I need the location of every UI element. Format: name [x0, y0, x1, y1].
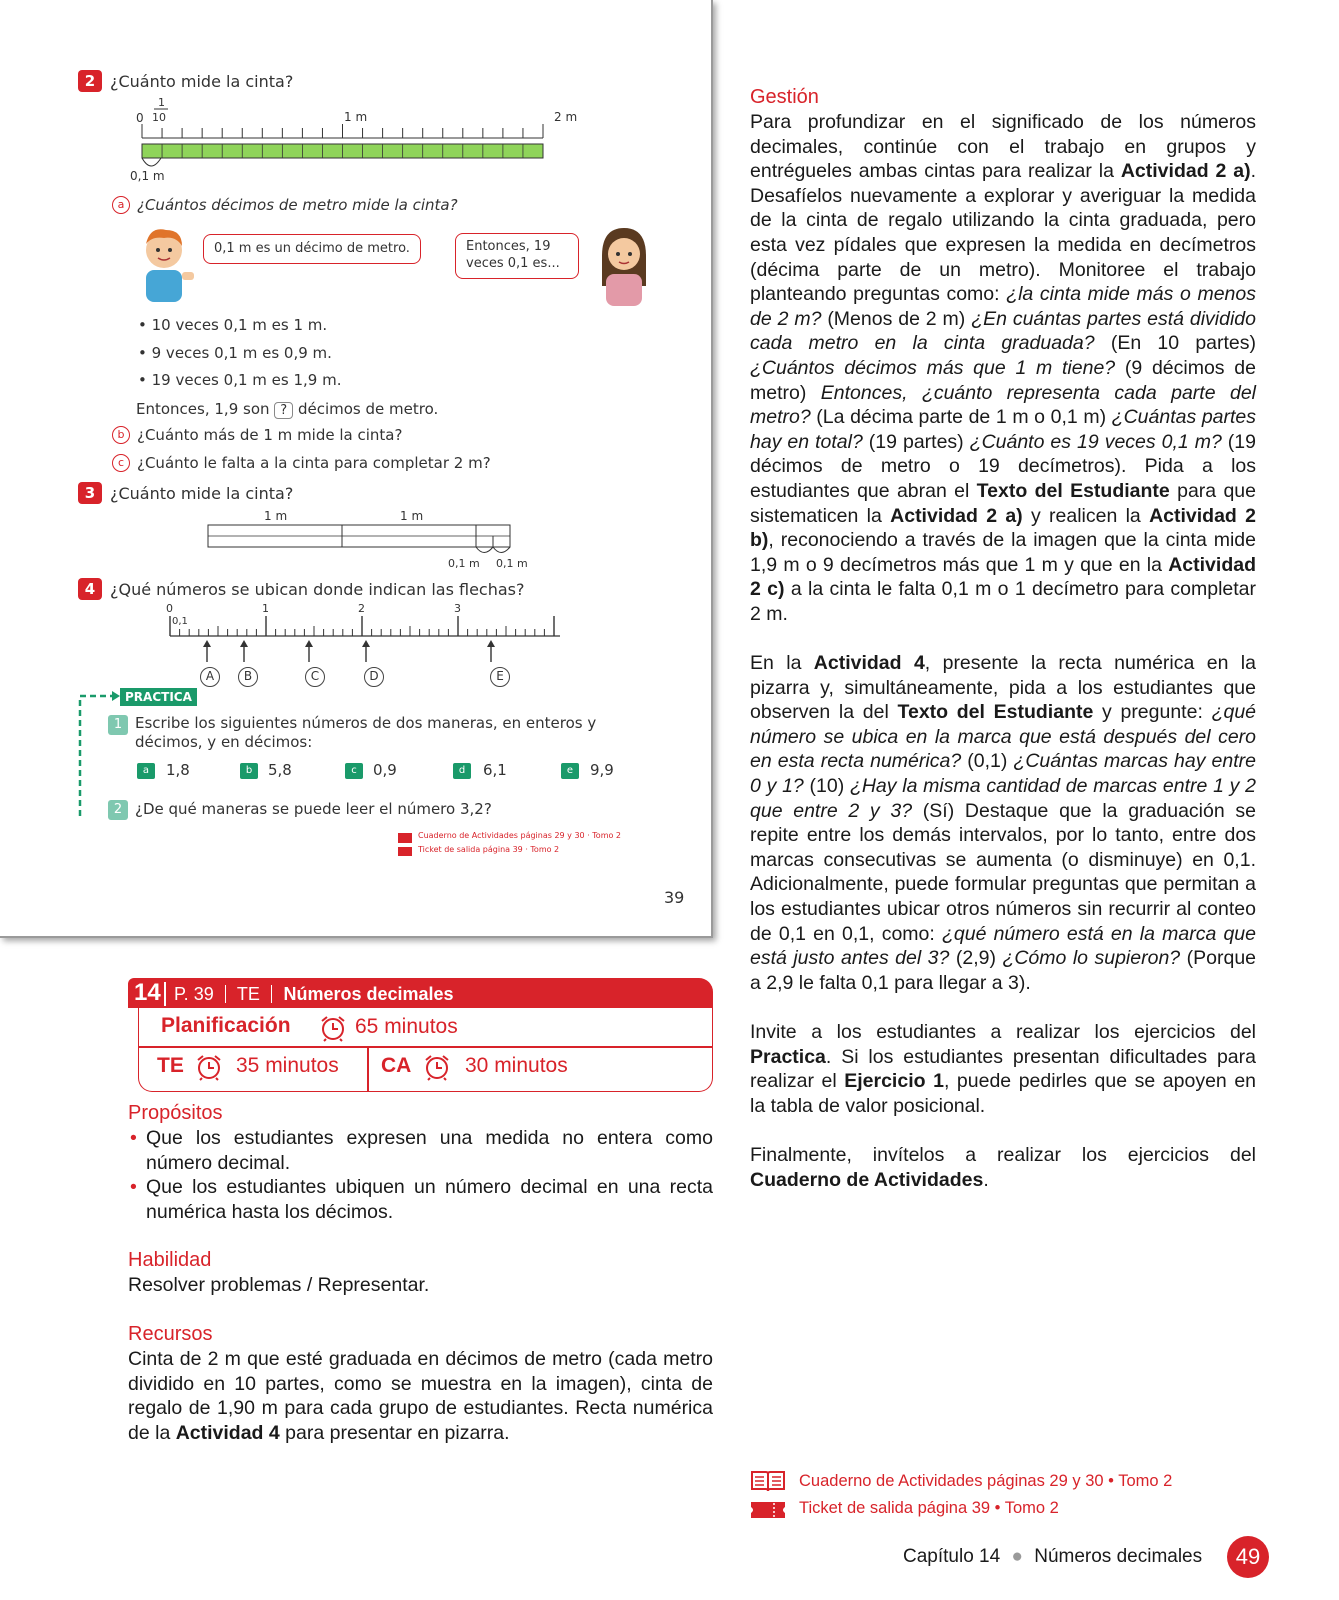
numline-tick-3: 3: [454, 602, 461, 615]
item-c-badge: c: [345, 763, 363, 779]
ruler-end-label: 2 m: [554, 110, 578, 124]
arrow-label-b: B: [238, 667, 258, 687]
exercise-1-text-line-1: Escribe los siguientes números de dos maneras, en enteros y: [135, 714, 597, 732]
propositos-list: [128, 1126, 713, 1224]
proposito-item-1: • Que los estudiantes expresen una medida no entera como número decimal.: [128, 1126, 713, 1175]
item-e-value: 9,9: [590, 761, 614, 779]
practice-label: PRACTICA: [120, 688, 197, 706]
planning-time: 65 minutos: [355, 1015, 458, 1038]
student-ref-1: Cuaderno de Actividades páginas 29 y 30 · Tomo 2: [418, 831, 622, 840]
habilidad-text: Resolver problemas / Representar.: [128, 1274, 430, 1297]
tape-label-1: 1 m: [264, 509, 288, 523]
student-page-number: 39: [664, 888, 685, 907]
ruler-segment-label: 0,1 m: [130, 169, 165, 183]
te-label: TE: [157, 1054, 184, 1077]
ruler-fact-2: • 9 veces 0,1 m es 0,9 m.: [138, 344, 332, 362]
exercise-2-text: ¿De qué maneras se puede leer el número 3,2?: [135, 800, 492, 818]
item-d-value: 6,1: [483, 761, 507, 779]
tape-small-label-1: 0,1 m: [448, 557, 480, 568]
ruler-fraction-num: 1: [158, 96, 165, 109]
book-icon: [750, 1469, 786, 1493]
question-3-badge: 3: [78, 482, 102, 504]
question-3-title: ¿Cuánto mide la cinta?: [110, 484, 294, 503]
q2c-text: ¿Cuánto le falta a la cinta para completar 2 m?: [137, 454, 491, 472]
boy-speech-bubble: 0,1 m es un décimo de metro.: [203, 234, 421, 264]
gestion-paragraph-4: Finalmente, invítelos a realizar los ejercicios del Cuaderno de Actividades.: [750, 1143, 1256, 1191]
numline-tick-0: 0: [166, 602, 173, 615]
boy-avatar: [136, 224, 194, 306]
ruler-mid-label: 1 m: [344, 110, 368, 124]
then-statement: Entonces, 1,9 son ? décimos de metro.: [136, 400, 439, 418]
ticket-icon: [750, 1500, 786, 1520]
numline-tick-2: 2: [358, 602, 365, 615]
question-2-badge: 2: [78, 70, 102, 92]
ticket-reference: Ticket de salida página 39 • Tomo 2: [799, 1499, 1059, 1517]
answer-box: ?: [274, 402, 293, 419]
numline-tick-1: 1: [262, 602, 269, 615]
girl-avatar: [596, 226, 652, 308]
chapter-label: Capítulo 14: [903, 1546, 1001, 1567]
arrow-label-d: D: [364, 667, 384, 687]
recursos-text: Cinta de 2 m que esté graduada en décimos de metro (cada metro dividido en 10 partes, como se muestra en la imagen), cinta de regalo de 1,90 m para cada grupo de estudiantes. Recta numérica de la Actividad 4 para presentar en pizarra.: [128, 1347, 713, 1444]
right-column: [750, 85, 1256, 1192]
recursos-title: Recursos: [128, 1322, 213, 1345]
arrow-label-c: C: [305, 667, 325, 687]
girl-bubble-line-1: Entonces, 19: [466, 239, 551, 254]
planning-label: Planificación: [161, 1014, 291, 1037]
ruler-fraction-den: 10: [152, 111, 166, 124]
left-column: [128, 1101, 713, 1445]
item-a-value: 1,8: [166, 761, 190, 779]
q2b-badge: b: [112, 426, 130, 444]
exercise-1-badge: 1: [108, 715, 128, 735]
page-number: 49: [1227, 1536, 1269, 1578]
question-2-title: ¿Cuánto mide la cinta?: [110, 72, 294, 91]
student-ref-2: Ticket de salida página 39 · Tomo 2: [418, 845, 560, 854]
exercise-2-badge: 2: [108, 800, 128, 820]
student-book-page: [0, 0, 713, 938]
gestion-paragraph-1: Para profundizar en el significado de los números decimales, continúe con el trabajo en grupos y entrégueles ambas cintas para realizar la Actividad 2 a). Desafíelos nuevamente a explorar y averiguar la medida de la cinta de regalo utilizando la cinta graduada, pero esta vez pídales que expresen la medida en decímetros (décima parte de un metro). Monitoree el trabajo planteando preguntas como: ¿la cinta mide más o menos de 2 m? (Menos de 2 m) ¿En cuántas partes está dividido cada metro en la cinta graduada? (En 10 partes) ¿Cuántos décimos más que 1 m tiene? (9 décimos de metro) Entonces, ¿cuánto representa cada parte del metro? (La décima parte de 1 m o 0,1 m) ¿Cuántas partes hay en total? (19 partes) ¿Cuánto es 19 veces 0,1 m? (19 décimos de metro o 19 decímetros). Pida a los estudiantes que abran el Texto del Estudiante para que sistematicen la Actividad 2 a) y realicen la Actividad 2 b), reconociendo a través de la imagen que la cinta mide 1,9 m o 9 decímetros más que 1 m y que en la Actividad 2 c) a la cinta le falta 0,1 m o 1 decímetro para completar 2 m.: [750, 111, 1257, 625]
graduated-ruler: [130, 94, 590, 184]
lesson-info: P. 39 TE Números decimales: [174, 984, 454, 1004]
q2b-text: ¿Cuánto más de 1 m mide la cinta?: [137, 426, 403, 444]
ca-label: CA: [381, 1054, 412, 1077]
numline-first-tick: 0,1: [172, 616, 188, 627]
question-4-badge: 4: [78, 578, 102, 600]
q2c-badge: c: [112, 454, 130, 472]
ruler-fact-3: • 19 veces 0,1 m es 1,9 m.: [138, 371, 342, 389]
clock-icon: [319, 1014, 347, 1042]
item-e-badge: e: [561, 763, 579, 779]
lesson-tab: [128, 978, 713, 1008]
propositos-title: Propósitos: [128, 1102, 223, 1124]
arrow-label-e: E: [490, 667, 510, 687]
book-icon-small: [398, 833, 412, 843]
item-d-badge: d: [453, 763, 471, 779]
item-b-badge: b: [240, 763, 258, 779]
lesson-topic: Números decimales: [283, 984, 454, 1004]
ruler-start-label: 0: [136, 111, 144, 125]
footer-dot: ●: [1011, 1546, 1023, 1567]
chapter-footer: [903, 1546, 1202, 1568]
gestion-paragraph-3: Invite a los estudiantes a realizar los ejercicios del Practica. Si los estudiantes presentan dificultades para realizar el Ejercicio 1, puede pedirles que se apoyen en la tabla de valor posicional.: [750, 1020, 1257, 1117]
item-a-badge: a: [137, 763, 155, 779]
exercise-1-text-line-2: décimos, y en décimos:: [135, 733, 313, 751]
habilidad-title: Habilidad: [128, 1249, 212, 1272]
girl-speech-bubble: [455, 233, 579, 279]
ruler-fact-1: • 10 veces 0,1 m es 1 m.: [138, 316, 328, 334]
cuaderno-reference: Cuaderno de Actividades páginas 29 y 30 • Tomo 2: [799, 1472, 1173, 1490]
gestion-paragraph-2: En la Actividad 4, presente la recta numérica en la pizarra y, simultáneamente, pida a los estudiantes que observen la del Texto del Estudiante y pregunte: ¿qué número se ubica en la marca que está después del cero en esta recta numérica? (0,1) ¿Cuántas marcas hay entre 0 y 1? (10) ¿Hay la misma cantidad de marcas entre 1 y 2 que entre 2 y 3? (Sí) Destaque que la graduación se repite entre los demás intervalos, por lo tanto, entre dos marcas consecutivas se aumenta (o disminuye) en 0,1. Adicionalmente, puede formular preguntas que permitan a los estudiantes ubicar otros números sin recurrir al conteo de 0,1 en 0,1, como: ¿qué número está en la marca que está justo antes del 3? (2,9) ¿Cómo lo supieron? (Porque a 2,9 le falta 0,1 para llegar a 3).: [750, 652, 1257, 994]
clock-icon: [423, 1053, 451, 1081]
q2a-text: ¿Cuántos décimos de metro mide la cinta?: [137, 196, 458, 214]
girl-bubble-line-2: veces 0,1 es...: [466, 256, 560, 271]
arrow-label-a: A: [200, 667, 220, 687]
ticket-icon-small: [398, 847, 412, 856]
time-planning-box: [138, 1008, 713, 1092]
proposito-item-2: • Que los estudiantes ubiquen un número decimal en una recta numérica hasta los décimos.: [128, 1175, 713, 1224]
two-meter-tape-diagram: [200, 508, 540, 568]
lesson-number: 14: [134, 979, 161, 1006]
q2a-badge: a: [112, 196, 130, 214]
tape-label-2: 1 m: [400, 509, 424, 523]
gestion-title: Gestión: [750, 86, 819, 108]
clock-icon: [195, 1053, 223, 1081]
question-4-title: ¿Qué números se ubican donde indican las flechas?: [110, 580, 525, 599]
lesson-header: [128, 978, 713, 1092]
tape-small-label-2: 0,1 m: [496, 557, 528, 568]
chapter-topic: Números decimales: [1034, 1546, 1203, 1567]
item-c-value: 0,9: [373, 761, 397, 779]
ca-time: 30 minutos: [465, 1054, 568, 1077]
item-b-value: 5,8: [268, 761, 292, 779]
te-time: 35 minutos: [236, 1054, 339, 1077]
